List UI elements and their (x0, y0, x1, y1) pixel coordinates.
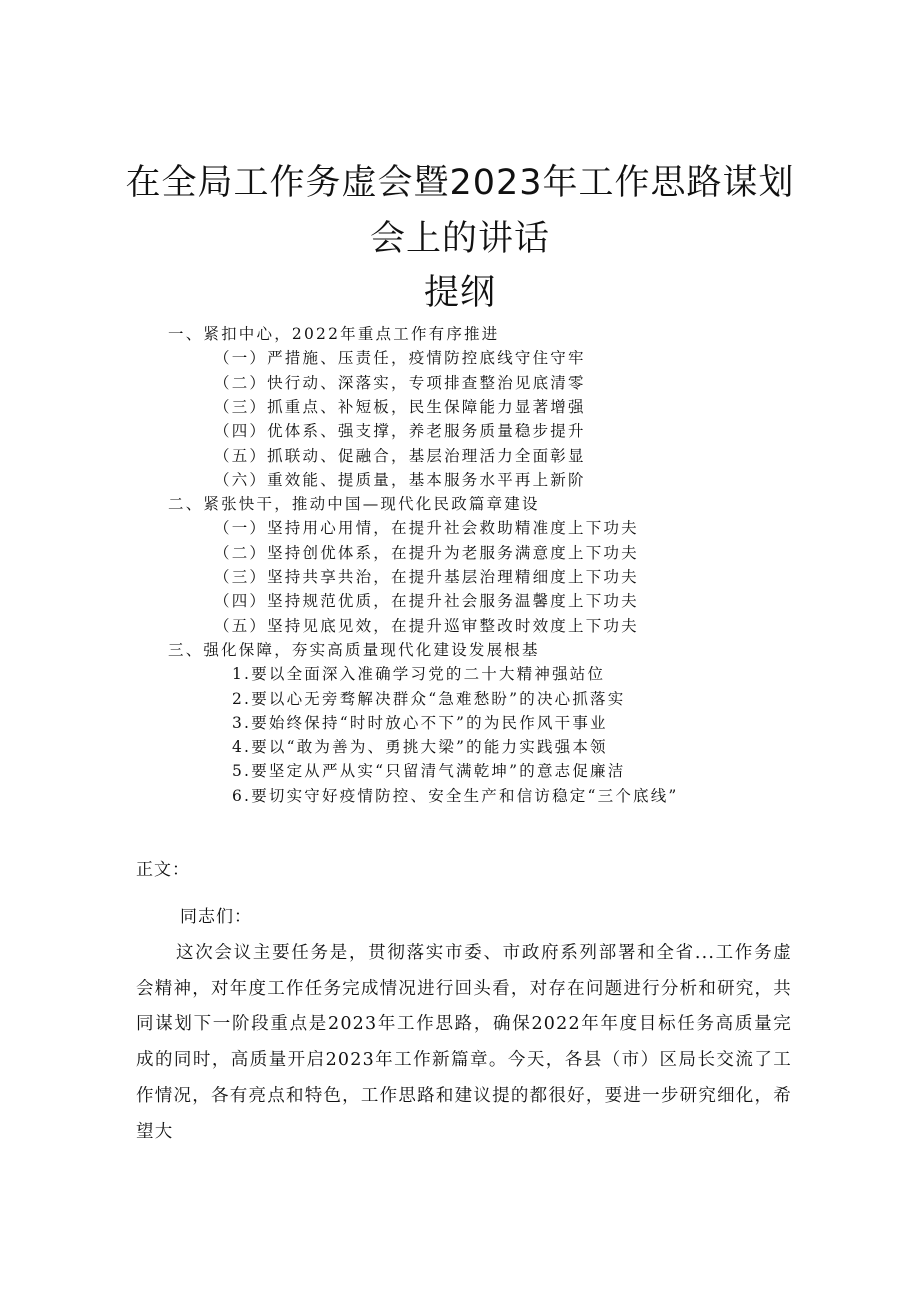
outline-item: 5.要坚定从严从实“只留清气满乾坤”的意志促廉洁 (232, 762, 626, 781)
outline-item: 一、紧扣中心，2022年重点工作有序推进 (168, 325, 500, 343)
document-title-line-1: 在全局工作务虚会暨2023年工作思路谋划 (125, 163, 795, 203)
outline-item: 4.要以“敢为善为、勇挑大梁”的能力实践强本领 (232, 738, 608, 757)
body-paragraph: 这次会议主要任务是，贯彻落实市委、市政府系列部署和全省...工作务虚会精神，对年度工作任务完成情况进行回头看，对存在问题进行分析和研究，共同谋划下一阶段重点是2023年工作思路，确保2022年年度目标任务高质量完成的同时，高质量开启2023年工作新篇章。今天，各县（市）区局长交流了工作情况，各有亮点和特色，工作思路和建议提的都很好，要进一步研究细化，希望大 (136, 943, 792, 1142)
outline-item: 2.要以心无旁骛解决群众“急难愁盼”的决心抓落实 (232, 689, 626, 708)
outline-item: （三）抓重点、补短板，民生保障能力显著增强 (214, 397, 586, 416)
outline-item: （二）快行动、深落实，专项排查整治见底清零 (214, 373, 586, 392)
document-title-line-3: 提纲 (423, 273, 496, 313)
outline-item: （五）坚持见底见效，在提升巡审整改时效度上下功夫 (214, 616, 639, 635)
outline-item: （四）坚持规范优质，在提升社会服务温馨度上下功夫 (214, 592, 639, 611)
greeting: 同志们： (180, 907, 252, 927)
outline-item: （一）坚持用心用情，在提升社会救助精准度上下功夫 (214, 519, 639, 538)
outline-item: （一）严措施、压责任，疫情防控底线守住守牢 (214, 349, 586, 368)
document-title-line-2: 会上的讲话 (369, 219, 550, 259)
outline-item: （三）坚持共享共治，在提升基层治理精细度上下功夫 (214, 568, 639, 586)
outline-item: 6.要切实守好疫情防控、安全生产和信访稳定“三个底线” (232, 786, 679, 805)
outline-item: （五）抓联动、促融合，基层治理活力全面彰显 (214, 446, 586, 465)
outline-item: （六）重效能、提质量，基本服务水平再上新阶 (214, 470, 586, 489)
outline-item: 1.要以全面深入准确学习党的二十大精神强站位 (232, 665, 606, 684)
outline-item: 二、紧张快干，推动中国—现代化民政篇章建设 (168, 495, 540, 514)
outline-item: （四）优体系、强支撑，养老服务质量稳步提升 (214, 422, 586, 441)
outline-item: 三、强化保障，夯实高质量现代化建设发展根基 (168, 640, 540, 659)
outline-item: 3.要始终保持“时时放心不下”的为民作风干事业 (232, 713, 608, 732)
outline-item: （二）坚持创优体系，在提升为老服务满意度上下功夫 (214, 543, 639, 562)
body-label: 正文： (136, 860, 190, 880)
